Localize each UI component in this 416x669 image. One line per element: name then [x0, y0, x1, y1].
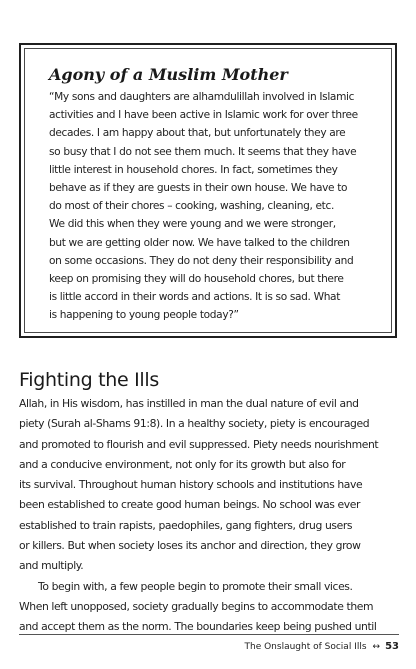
- body-line: and accept them as the norm. The boundaries keep being pushed until: [19, 620, 377, 634]
- running-title: The Onslaught of Social Ills: [244, 642, 367, 652]
- quote-line: but we are getting older now. We have talked to the children: [49, 236, 350, 249]
- quote-line: little interest in household chores. In fact, sometimes they: [49, 163, 338, 176]
- quote-line: on some occasions. They do not deny their responsibility and: [49, 254, 354, 267]
- quote-line: is happening to young people today?”: [49, 309, 239, 322]
- body-line: been established to create good human beings. No school was ever: [19, 498, 361, 512]
- page-footer: [245, 640, 400, 654]
- paragraph-1: [19, 394, 399, 577]
- quote-line: so busy that I do not see them much. It seems that they have: [49, 145, 357, 158]
- quote-line: is little accord in their words and actions. It is so sad. What: [49, 291, 340, 304]
- quote-box: [19, 43, 397, 338]
- quote-line: “My sons and daughters are alhamdulillah involved in Islamic: [49, 91, 355, 103]
- double-arrow-icon: ↔: [372, 642, 381, 652]
- quote-line: decades. I am happy about that, but unfortunately they are: [49, 127, 346, 140]
- body-line: and multiply.: [19, 559, 84, 573]
- quote-line: behave as if they are guests in their own house. We have to: [49, 182, 348, 195]
- paragraph-2: [19, 577, 399, 638]
- quote-line: do most of their chores – cooking, washing, cleaning, etc.: [49, 200, 334, 213]
- body-line: and a conducive environment, not only for its growth but also for: [19, 457, 346, 471]
- quote-box-body: [49, 88, 369, 325]
- quote-box-title: Agony of a Muslim Mother: [49, 65, 288, 84]
- body-line: or killers. But when society loses its anchor and direction, they grow: [19, 539, 361, 553]
- body-text: [19, 394, 399, 638]
- body-line: To begin with, a few people begin to promote their small vices.: [38, 579, 353, 593]
- body-line: its survival. Throughout human history schools and institutions have: [19, 478, 363, 492]
- body-line: established to train rapists, paedophiles, gang fighters, drug users: [19, 518, 353, 532]
- footer-divider: [19, 634, 399, 635]
- body-line: and promoted to flourish and evil suppressed. Piety needs nourishment: [19, 437, 379, 451]
- body-line: When left unopposed, society gradually begins to accommodate them: [19, 599, 374, 613]
- quote-line: keep on promising they will do household chores, but there: [49, 273, 344, 286]
- body-line: Allah, in His wisdom, has instilled in man the dual nature of evil and: [19, 397, 359, 410]
- section-heading: Fighting the Ills: [19, 369, 159, 391]
- quote-line: We did this when they were young and we were stronger,: [49, 218, 336, 231]
- quote-line: activities and I have been active in Islamic work for over three: [49, 109, 358, 122]
- body-line: piety (Surah al-Shams 91:8). In a healthy society, piety is encouraged: [19, 417, 370, 431]
- quote-box-inner: [24, 48, 392, 333]
- page-number: 53: [385, 641, 399, 652]
